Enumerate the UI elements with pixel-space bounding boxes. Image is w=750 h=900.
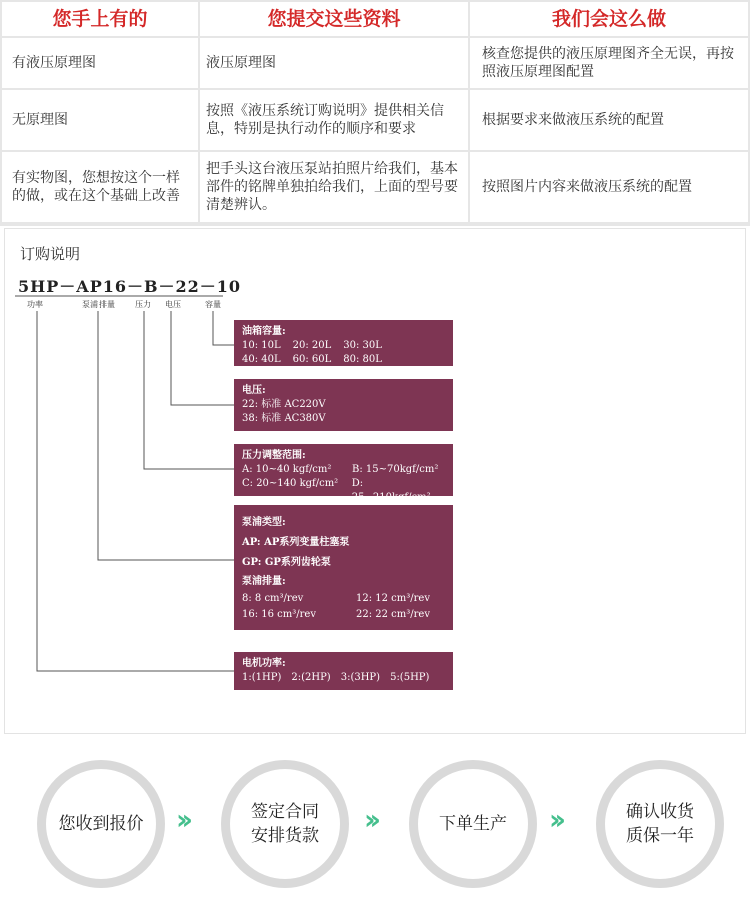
table-cell: 无原理图 — [2, 90, 198, 150]
pressure-option: C: 20~140 kgf/cm² — [242, 478, 339, 489]
table-cell: 根据要求来做液压系统的配置 — [470, 90, 748, 150]
pressure-option: B: 15~70kgf/cm² — [352, 464, 439, 475]
voltage-option: 22: 标准 AC220V — [242, 399, 326, 410]
step-text: 质保一年 — [626, 826, 694, 846]
seg-label-pressure: 压力 — [135, 300, 151, 309]
pressure-range-title: 压力调整范围: — [242, 450, 306, 461]
displacement-option: 22: 22 cm³/rev — [356, 609, 430, 620]
pressure-option: D: 25~210kgf/cm² — [351, 478, 431, 503]
double-chevron-right-icon: ›› — [364, 803, 376, 836]
motor-option: 5:(5HP) — [390, 672, 430, 683]
table-cell: 有实物图，您想按这个一样的做，或在这个基础上改善 — [2, 152, 198, 222]
tank-option: 40: 40L — [242, 354, 281, 365]
step-text: 签定合同 — [251, 802, 319, 822]
motor-option: 3:(3HP) — [340, 672, 381, 683]
comparison-table — [0, 0, 750, 226]
pump-type-box — [234, 505, 453, 630]
seg-label-voltage: 电压 — [165, 300, 181, 309]
displacement-option: 8: 8 cm³/rev — [242, 593, 304, 604]
pressure-range-box — [234, 444, 453, 503]
table-header-submit: 您提交这些资料 — [200, 2, 468, 36]
table-cell: 有液压原理图 — [2, 38, 198, 88]
voltage-box — [234, 379, 453, 431]
tank-option: 30: 30L — [343, 340, 382, 351]
table-header-have: 您手上有的 — [2, 2, 198, 36]
table-cell: 按照《液压系统订购说明》提供相关信息，特别是执行动作的顺序和要求 — [200, 90, 468, 150]
motor-power-box — [234, 652, 453, 690]
motor-power-title: 电机功率: — [242, 658, 286, 669]
table-header-we-do: 我们会这么做 — [470, 2, 748, 36]
double-chevron-right-icon: ›› — [176, 803, 188, 836]
tank-option: 10: 10L — [242, 340, 281, 351]
voltage-title: 电压: — [242, 385, 266, 396]
pump-type-option: GP: GP系列齿轮泵 — [242, 557, 331, 568]
seg-label-pump: 泵浦 — [82, 300, 98, 309]
motor-option: 2:(2HP) — [291, 672, 331, 683]
table-cell: 液压原理图 — [200, 38, 468, 88]
process-step-receipt — [596, 760, 724, 888]
tank-option: 20: 20L — [292, 340, 332, 351]
process-step-contract — [221, 760, 349, 888]
displacement-option: 16: 16 cm³/rev — [242, 609, 316, 620]
table-cell: 核查您提供的液压原理图齐全无误，再按照液压原理图配置 — [470, 38, 748, 88]
displacement-option: 12: 12 cm³/rev — [356, 593, 430, 604]
tank-option: 80: 80L — [343, 354, 382, 365]
seg-label-power: 功率 — [27, 300, 43, 309]
table-cell: 把手头这台液压泵站拍照片给我们，基本部件的铭牌单独拍给我们，上面的型号要清楚辨认。 — [200, 152, 468, 222]
model-code: 5HP－AP16－B－22－10 — [18, 277, 242, 296]
step-text: 安排货款 — [251, 826, 319, 846]
order-title: 订购说明 — [20, 245, 81, 263]
process-step-production — [409, 760, 537, 888]
voltage-option: 38: 标准 AC380V — [242, 413, 326, 424]
pump-displacement-title: 泵浦排量: — [242, 576, 286, 587]
step-text: 下单生产 — [439, 814, 507, 834]
pump-type-option: AP: AP系列变量柱塞泵 — [242, 537, 350, 548]
seg-label-capacity: 容量 — [205, 300, 221, 309]
tank-capacity-title: 油箱容量: — [242, 326, 286, 337]
tank-capacity-box — [234, 320, 453, 366]
seg-label-displacement: 排量 — [99, 300, 115, 309]
step-text: 您收到报价 — [58, 814, 144, 834]
process-step-quote — [37, 760, 165, 888]
pressure-option: A: 10~40 kgf/cm² — [242, 464, 332, 475]
tank-option: 60: 60L — [292, 354, 332, 365]
step-text: 确认收货 — [626, 802, 694, 822]
table-cell: 按照图片内容来做液压系统的配置 — [470, 152, 748, 222]
motor-option: 1:(1HP) — [242, 672, 282, 683]
pump-type-title: 泵浦类型: — [242, 517, 286, 528]
order-description-panel — [4, 228, 746, 734]
double-chevron-right-icon: ›› — [549, 803, 561, 836]
